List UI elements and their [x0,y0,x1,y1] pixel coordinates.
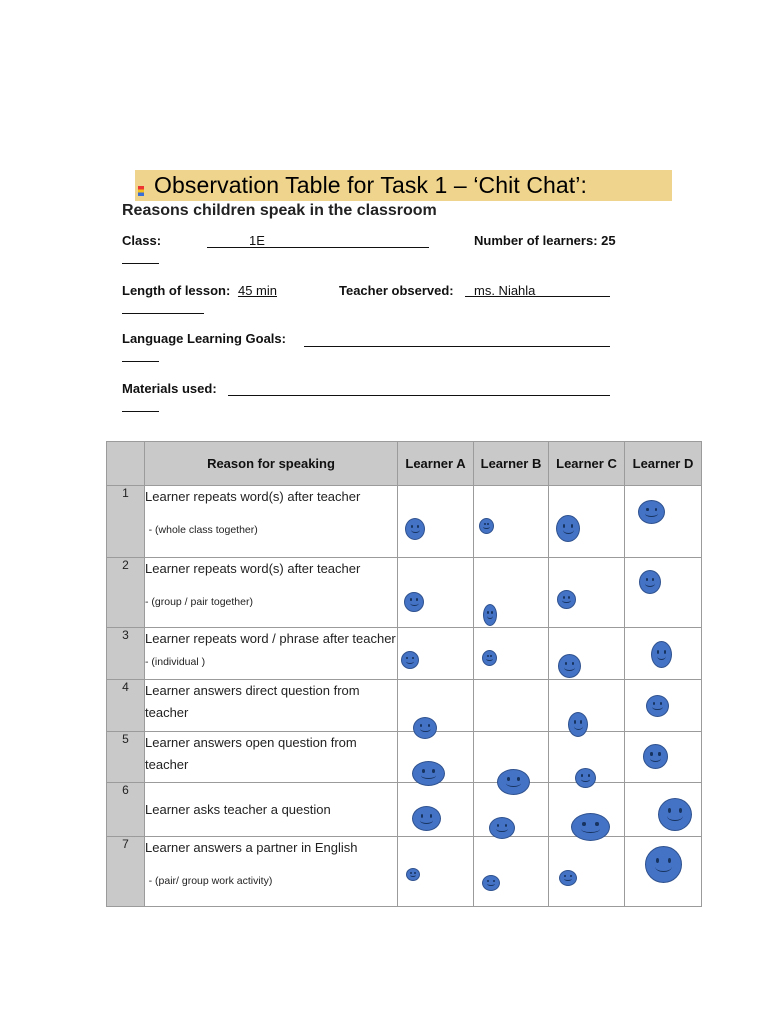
row-number: 3 [107,628,145,680]
learners-underline [122,263,159,264]
learner-d-cell [625,486,702,558]
header-number [107,442,145,486]
smiley-face-icon [412,761,445,786]
smiley-face-icon [483,604,497,626]
row-number: 2 [107,558,145,628]
table-row [107,732,702,783]
reason-note: - (individual ) [145,656,206,668]
goals-underline [304,346,610,347]
row-number: 1 [107,486,145,558]
reason-text: Learner repeats word(s) after teacher [145,489,361,504]
header-learner-d: Learner D [625,442,702,486]
row-number: 6 [107,783,145,837]
table-header-row [107,442,702,486]
smiley-face-icon [638,500,665,524]
row-number: 5 [107,732,145,783]
smiley-face-icon [558,654,581,678]
smiley-face-icon [643,744,668,769]
smiley-face-icon [645,846,682,883]
learner-b-cell [474,837,549,907]
reason-text: Learner repeats word / phrase after teacher [145,631,396,646]
table-row [107,558,702,628]
table-row [107,486,702,558]
observation-table [106,441,702,907]
reason-note: - (whole class together) [148,524,258,536]
goals-label: Language Learning Goals: [122,331,286,346]
smiley-face-icon [568,712,588,737]
table-row [107,783,702,837]
smiley-face-icon [646,695,669,717]
row-reason: Learner answers open question from teacher [145,732,398,783]
learner-b-cell [474,680,549,732]
materials-label: Materials used: [122,381,217,396]
smiley-face-icon [482,875,500,891]
header-learner-c: Learner C [549,442,625,486]
learner-c-cell [549,837,625,907]
smiley-face-icon [413,717,437,739]
smiley-face-icon [412,806,441,831]
goals-underline-2 [122,361,159,362]
smiley-face-icon [651,641,672,668]
row-reason [145,558,398,628]
length-underline-2 [122,313,204,314]
class-value: 1E [249,233,265,248]
smiley-face-icon [571,813,610,841]
teacher-value: ms. Niahla [474,283,536,298]
smiley-face-icon [404,592,424,612]
row-reason [145,837,398,907]
smiley-face-icon [489,817,515,839]
row-reason [145,486,398,558]
reason-note: - (pair/ group work activity) [148,875,273,887]
row-reason [145,628,398,680]
header-learner-a: Learner A [398,442,474,486]
row-reason: Learner asks teacher a question [145,783,398,837]
page-title: Observation Table for Task 1 – ‘Chit Chat’: [154,172,588,198]
materials-underline-2 [122,411,159,412]
row-number: 7 [107,837,145,907]
table-row [107,837,702,907]
page-subtitle: Reasons children speak in the classroom [122,202,437,219]
smiley-face-icon [479,518,494,534]
row-number: 4 [107,680,145,732]
number-of-learners: Number of learners: 25 [474,233,616,248]
smiley-face-icon [557,590,576,609]
learner-d-cell [625,558,702,628]
length-value: 45 min [237,283,277,298]
class-underline [207,247,429,248]
smiley-face-icon [406,868,420,881]
smiley-face-icon [639,570,661,594]
reason-text: Learner repeats word(s) after teacher [145,561,361,576]
bullet-icon [138,186,144,196]
smiley-face-icon [497,769,530,795]
reason-note: - (group / pair together) [145,596,253,608]
materials-underline [228,395,610,396]
teacher-label [339,283,454,298]
smiley-face-icon [405,518,425,540]
class-label: Class: [122,233,162,248]
length-label [122,283,277,298]
table-row [107,680,702,732]
teacher-label-text: Teacher observed: [339,283,454,298]
smiley-face-icon [401,651,419,669]
title-bar [135,170,672,201]
smiley-face-icon [658,798,692,831]
smiley-face-icon [575,768,596,788]
header-reason: Reason for speaking [145,442,398,486]
header-learner-b: Learner B [474,442,549,486]
length-label-text: Length of lesson: [122,283,231,298]
reason-text: Learner answers a partner in English [145,840,358,855]
smiley-face-icon [556,515,580,542]
row-reason: Learner answers direct question from teacher [145,680,398,732]
smiley-face-icon [482,650,497,666]
smiley-face-icon [559,870,577,886]
